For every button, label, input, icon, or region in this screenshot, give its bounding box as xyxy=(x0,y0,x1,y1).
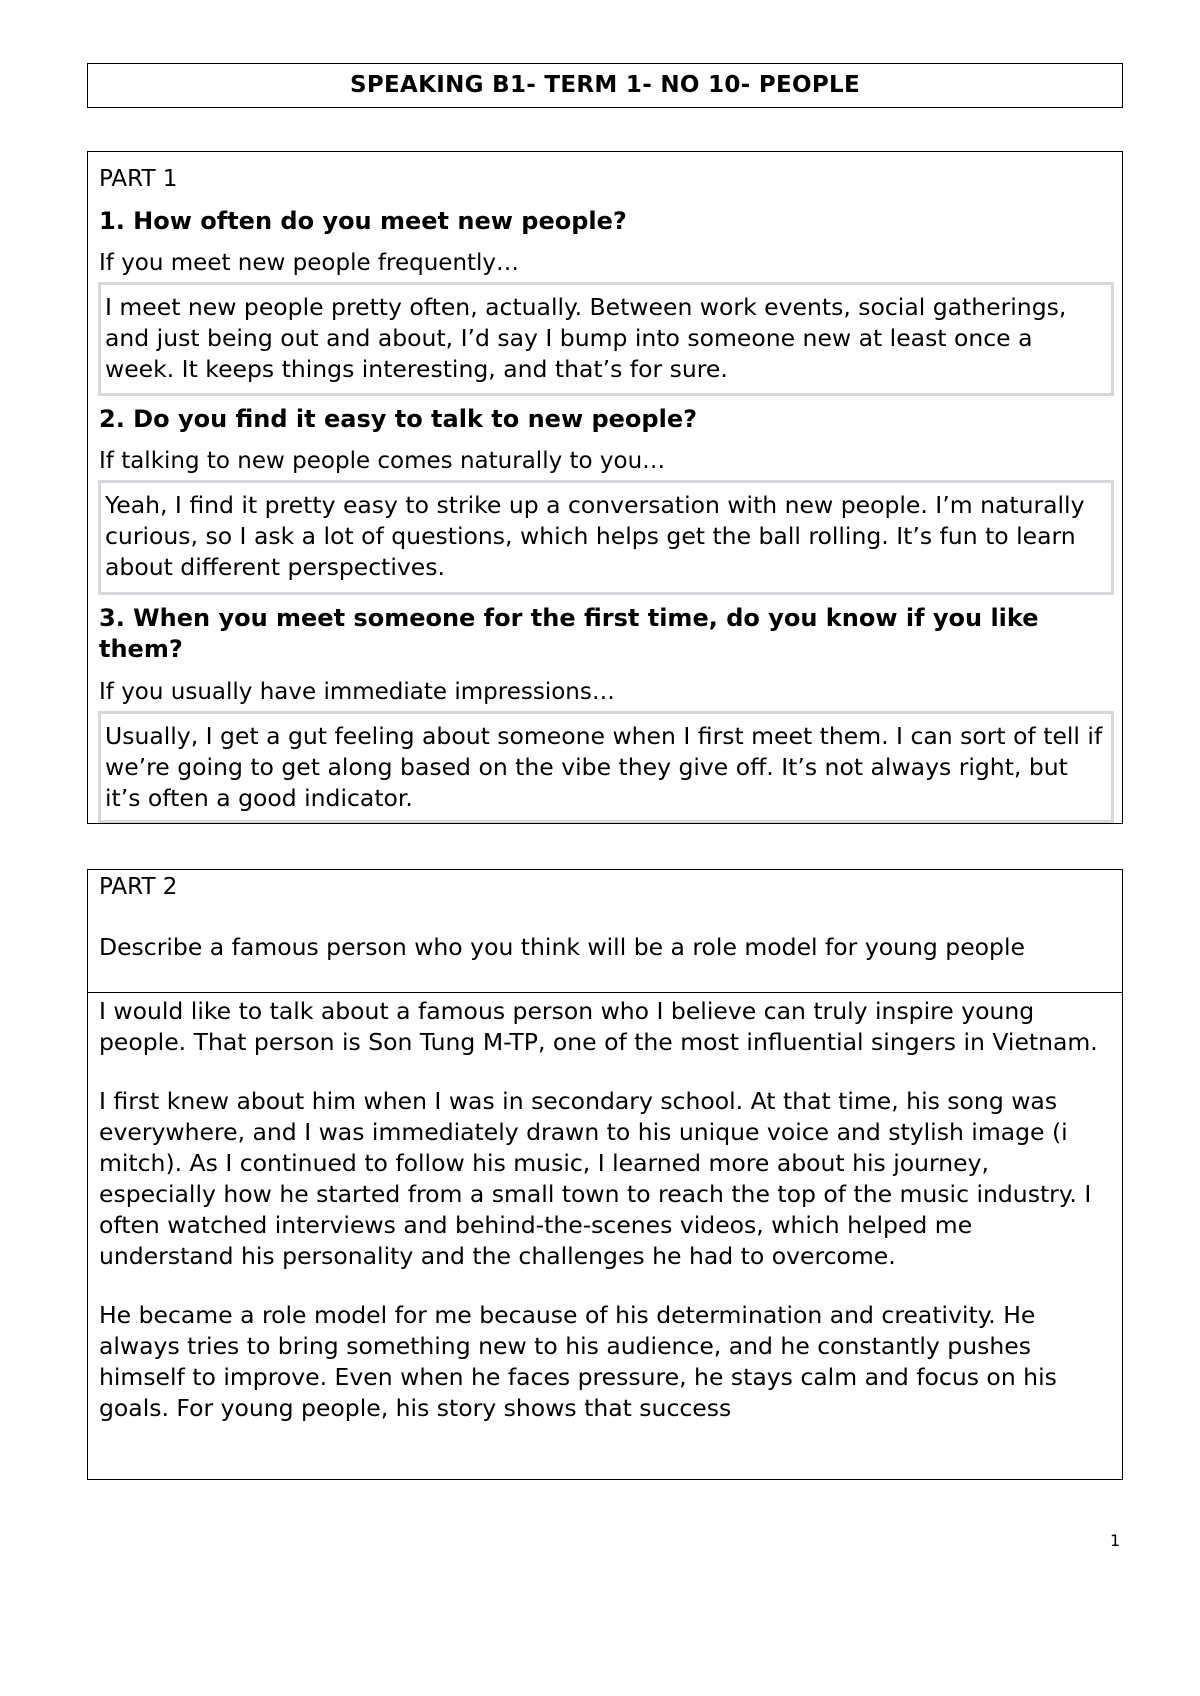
part2-answer xyxy=(99,996,1112,1452)
question-1: 1. How often do you meet new people? xyxy=(99,207,627,235)
answer-1: I meet new people pretty often, actually. Between work events, social gatherings, and just being out and about, I’d say I bump into someone new at least once a week. It keeps things interesting, and that’s for sure. xyxy=(98,282,1114,396)
page-title: SPEAKING B1- TERM 1- NO 10- PEOPLE xyxy=(349,72,860,98)
answer-paragraph-2: I first knew about him when I was in secondary school. At that time, his song was everywhere, and I was immediately drawn to his unique voice and stylish image (i mitch). As I continued to follow his music, I learned more about his journey, especially how he started from a small town to reach the top of the music industry. I often watched interviews and behind-the-scenes videos, which helped me understand his personality and the challenges he had to overcome. xyxy=(99,1087,1092,1270)
answer-3: Usually, I get a gut feeling about someone when I first meet them. I can sort of tell if we’re going to get along based on the vibe they give off. It’s not always right, but it’s often a good indicator. xyxy=(98,711,1114,823)
part2-prompt: Describe a famous person who you think will be a role model for young people xyxy=(99,933,1025,961)
answer-paragraph-3: He became a role model for me because of his determination and creativity. He always tries to bring something new to his audience, and he constantly pushes himself to improve. Even when he faces pressure, he stays calm and focus on his goals. For young people, his story shows that success xyxy=(99,1301,1057,1422)
part1-label: PART 1 xyxy=(99,166,178,192)
question-3: 3. When you meet someone for the first time, do you know if you like them? xyxy=(99,604,1039,663)
hint-2: If talking to new people comes naturally to you… xyxy=(99,448,666,474)
hint-1: If you meet new people frequently… xyxy=(99,250,520,276)
page-number: 1 xyxy=(1110,1531,1121,1550)
part1-section xyxy=(87,151,1123,824)
answer-2: Yeah, I find it pretty easy to strike up a conversation with new people. I’m naturally curious, so I ask a lot of questions, which helps get the ball rolling. It’s fun to learn about different perspectives. xyxy=(98,480,1114,595)
answer-paragraph-1: I would like to talk about a famous person who I believe can truly inspire young people. That person is Son Tung M-TP, one of the most influential singers in Vietnam. xyxy=(99,997,1098,1056)
part2-section xyxy=(87,869,1123,1480)
part2-header xyxy=(88,870,1122,993)
title-box xyxy=(87,63,1123,108)
hint-3: If you usually have immediate impressions… xyxy=(99,679,615,705)
question-2: 2. Do you find it easy to talk to new people? xyxy=(99,405,698,433)
part2-label: PART 2 xyxy=(99,874,178,900)
